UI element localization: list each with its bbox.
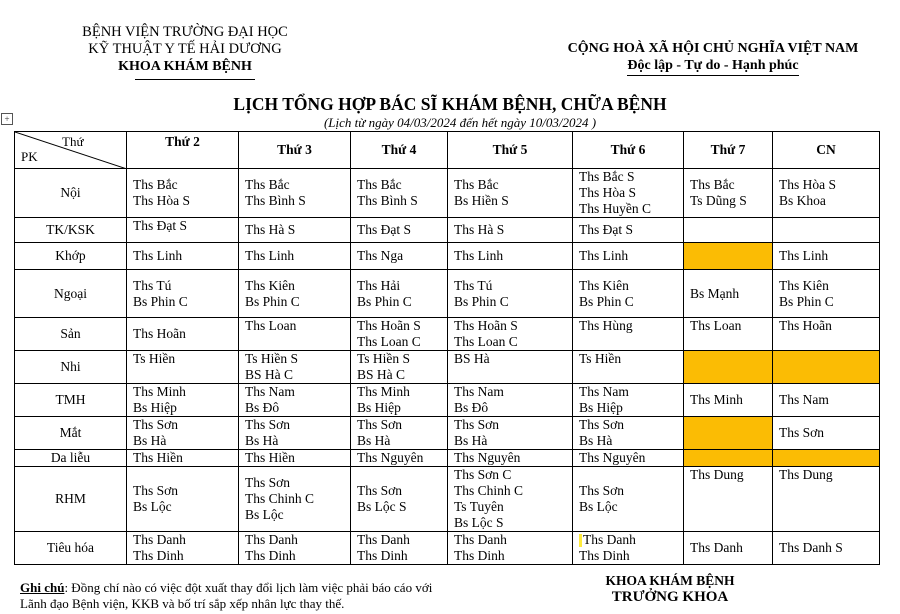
schedule-cell xyxy=(448,384,573,417)
table-row xyxy=(15,450,880,467)
doctor-name: Bs Lộc xyxy=(579,499,618,514)
note-block xyxy=(20,580,460,612)
schedule-cell-highlighted xyxy=(773,351,880,384)
doctor-name: Ths Đạt S xyxy=(357,222,411,237)
doctor-name: Bs Đô xyxy=(245,400,280,415)
doctor-name xyxy=(579,532,677,548)
schedule-cell xyxy=(448,467,573,532)
schedule-cell xyxy=(239,450,351,467)
doctor-name: BS Hà C xyxy=(245,367,294,382)
hospital-name-line1: BỆNH VIỆN TRƯỜNG ĐẠI HỌC xyxy=(82,24,288,40)
schedule-cell xyxy=(351,351,448,384)
doctor-name: Ts Hiền xyxy=(579,351,622,366)
schedule-cell xyxy=(351,218,448,243)
schedule-cell xyxy=(573,351,684,384)
doctor-name: Bs Đô xyxy=(454,400,489,415)
schedule-cell xyxy=(448,270,573,318)
doctor-name: Ths Loan xyxy=(245,318,297,333)
department-name: KHOA KHÁM BỆNH xyxy=(118,59,252,74)
doctor-name: Ths Sơn xyxy=(779,425,825,440)
schedule-cell-highlighted xyxy=(773,450,880,467)
doctor-name: Ths Danh xyxy=(357,532,410,547)
hospital-name-line2: KỸ THUẬT Y TẾ HẢI DƯƠNG xyxy=(88,41,282,57)
doctor-name: Bs Mạnh xyxy=(690,285,740,301)
schedule-cell xyxy=(239,532,351,565)
national-motto: Độc lập - Tự do - Hạnh phúc xyxy=(627,57,798,76)
schedule-cell xyxy=(239,351,351,384)
schedule-cell xyxy=(684,532,773,565)
corner-header-cell xyxy=(15,132,127,169)
doctor-name: Ths Kiên xyxy=(579,277,629,293)
schedule-cell-highlighted xyxy=(684,450,773,467)
schedule-cell xyxy=(351,417,448,450)
schedule-cell xyxy=(448,450,573,467)
doctor-name: Ths Huyền C xyxy=(579,201,651,216)
doctor-name: Bs Lộc xyxy=(133,499,172,514)
doctor-name: Bs Lộc S xyxy=(357,499,407,514)
doctor-name: Ths Tú xyxy=(454,277,493,293)
schedule-cell xyxy=(351,450,448,467)
table-row xyxy=(15,467,880,532)
doctor-name: Ths Bắc xyxy=(357,177,402,192)
schedule-cell xyxy=(573,384,684,417)
doctor-name: Ths Chinh C xyxy=(454,483,524,498)
schedule-cell-highlighted xyxy=(684,243,773,270)
doctor-name: Ths Dinh xyxy=(357,548,408,563)
schedule-cell xyxy=(239,467,351,532)
schedule-cell xyxy=(773,243,880,270)
schedule-cell xyxy=(448,318,573,351)
doctor-name: Ths Chinh C xyxy=(245,491,315,506)
schedule-cell xyxy=(773,467,880,532)
schedule-cell xyxy=(573,270,684,318)
doctor-name: Ths Bắc S xyxy=(579,169,635,184)
doctor-name: Ths Hoãn S xyxy=(357,318,421,333)
doctor-name: Ths Sơn xyxy=(357,417,403,432)
doctor-name: Ths Hoãn xyxy=(133,326,186,341)
doctor-name: Ths Nam xyxy=(454,384,504,399)
schedule-cell xyxy=(351,384,448,417)
doctor-name: Ths Hòa S xyxy=(579,185,636,200)
schedule-cell xyxy=(127,169,239,218)
schedule-cell-highlighted xyxy=(684,351,773,384)
doctor-name: Ths Đạt S xyxy=(579,222,633,237)
doctor-name: Ths Loan C xyxy=(454,334,518,349)
doctor-name: Ths Minh xyxy=(357,384,410,399)
doctor-name: Bs Phin C xyxy=(579,293,634,309)
note-text: : Đồng chí nào có việc đột xuất thay đổi lịch làm việc phải báo cáo với Lãnh đạo Bệnh viện, KKB và bố trí sắp xếp nhân lực thay thế. xyxy=(20,580,433,611)
doctor-name: Ths Kiên xyxy=(245,277,295,293)
doctor-name: Ths Nguyên xyxy=(357,450,424,465)
document-subtitle: (Lịch từ ngày 04/03/2024 đến hết ngày 10/03/2024 ) xyxy=(323,115,597,130)
room-name-cell: Ngoại xyxy=(15,270,127,318)
schedule-cell xyxy=(773,169,880,218)
schedule-cell xyxy=(684,318,773,351)
schedule-cell xyxy=(773,218,880,243)
schedule-cell xyxy=(127,270,239,318)
doctor-name: Ths Danh xyxy=(245,532,298,547)
doctor-name: Ths Hiền xyxy=(133,450,183,465)
doctor-name: Bs Hiệp xyxy=(579,400,623,415)
doctor-name: Bs Hà xyxy=(357,433,391,448)
doctor-name: Ths Linh xyxy=(779,248,829,263)
doctor-name: Ts Hiền xyxy=(133,351,176,366)
schedule-cell xyxy=(448,243,573,270)
doctor-name: Ths Minh xyxy=(133,384,186,399)
table-row xyxy=(15,318,880,351)
day-header: Thứ 7 xyxy=(684,132,773,169)
schedule-cell xyxy=(239,169,351,218)
day-header: Thứ 6 xyxy=(573,132,684,169)
doctor-name: Ths Hiền xyxy=(245,450,295,465)
doctor-name: Bs Khoa xyxy=(779,193,826,208)
text-cursor-highlight xyxy=(579,534,582,547)
schedule-cell xyxy=(573,532,684,565)
doctor-name: Bs Phin C xyxy=(779,293,834,309)
table-row xyxy=(15,169,880,218)
doctor-name: Ths Sơn xyxy=(454,417,500,432)
schedule-cell-highlighted xyxy=(684,417,773,450)
table-header-row xyxy=(15,132,880,169)
schedule-cell xyxy=(684,384,773,417)
doctor-name: Ths Linh xyxy=(454,248,504,263)
schedule-cell xyxy=(127,351,239,384)
doctor-name: Ths Nam xyxy=(779,392,829,407)
schedule-cell xyxy=(127,218,239,243)
schedule-cell xyxy=(773,417,880,450)
room-name-cell: Sản xyxy=(15,318,127,351)
doctor-name: Ths Sơn xyxy=(133,417,179,432)
doctor-name: Ths Linh xyxy=(133,248,183,263)
doctor-name: Ths Sơn xyxy=(133,483,179,498)
table-row xyxy=(15,243,880,270)
doctor-name: Ths Nam xyxy=(245,384,295,399)
doctor-name: Ths Linh xyxy=(579,248,629,263)
schedule-cell xyxy=(684,169,773,218)
schedule-cell xyxy=(127,417,239,450)
schedule-cell xyxy=(684,270,773,318)
doctor-name: Bs Hiệp xyxy=(133,400,177,415)
national-header xyxy=(548,40,878,76)
doctor-name: Ths Hoãn xyxy=(779,318,832,333)
header-underline xyxy=(135,79,255,80)
doctor-name: Ths Sơn xyxy=(579,483,625,498)
doctor-name: Ths Hòa S xyxy=(133,193,190,208)
schedule-cell xyxy=(127,467,239,532)
schedule-body xyxy=(15,169,880,565)
doctor-name: Ts Dũng S xyxy=(690,193,747,208)
corner-label-day: Thứ xyxy=(62,134,84,149)
schedule-cell xyxy=(351,532,448,565)
signature-block xyxy=(560,572,780,606)
doctor-name: Ths Bình S xyxy=(245,193,306,208)
room-name-cell: TMH xyxy=(15,384,127,417)
doctor-name: Bs Hà xyxy=(579,433,613,448)
doctor-name: Bs Hiền S xyxy=(454,193,509,208)
hospital-header xyxy=(60,24,310,75)
doctor-name: Ths Dinh xyxy=(579,548,630,563)
schedule-cell xyxy=(573,169,684,218)
doctor-name: Ths Hoãn S xyxy=(454,318,518,333)
doctor-name: Ths Hải xyxy=(357,277,401,293)
doctor-name: Ths Linh xyxy=(245,248,295,263)
doctor-name: Ts Hiền S xyxy=(245,351,299,366)
table-row xyxy=(15,270,880,318)
doctor-name: Ths Dinh xyxy=(454,548,505,563)
doctor-name: Bs Hà xyxy=(133,433,167,448)
room-name-cell: Da liễu xyxy=(15,450,127,467)
room-name-cell: TK/KSK xyxy=(15,218,127,243)
day-header: Thứ 4 xyxy=(351,132,448,169)
schedule-cell xyxy=(351,318,448,351)
doctor-name: BS Hà C xyxy=(357,367,406,382)
room-name-cell: RHM xyxy=(15,467,127,532)
schedule-cell xyxy=(684,467,773,532)
doctor-name: Ths Bắc xyxy=(690,177,735,192)
doctor-name: Ths Bắc xyxy=(245,177,290,192)
doctor-name: Bs Lộc S xyxy=(454,515,504,530)
table-row xyxy=(15,532,880,565)
doctor-name: Bs Phin C xyxy=(454,293,509,309)
schedule-cell xyxy=(351,243,448,270)
schedule-cell xyxy=(127,243,239,270)
day-header: Thứ 3 xyxy=(239,132,351,169)
doctor-name: Ths Hà S xyxy=(454,222,505,237)
schedule-cell xyxy=(448,417,573,450)
doctor-name: Ts Hiền S xyxy=(357,351,411,366)
doctor-name: Ths Danh xyxy=(133,532,186,547)
doctor-name: Ths Sơn C xyxy=(454,467,512,482)
table-row xyxy=(15,384,880,417)
signature-department: KHOA KHÁM BỆNH xyxy=(605,573,735,588)
doctor-name: Ths Dung xyxy=(779,467,833,482)
doctor-name: Ths Tú xyxy=(133,277,172,293)
schedule-cell xyxy=(239,270,351,318)
schedule-cell xyxy=(127,318,239,351)
doctor-name: Ths Bình S xyxy=(357,193,418,208)
schedule-cell xyxy=(351,169,448,218)
doctor-name: Ths Hà S xyxy=(245,222,296,237)
table-row xyxy=(15,218,880,243)
doctor-name: Bs Phin C xyxy=(245,293,300,309)
doctor-name: Ths Sơn xyxy=(579,417,625,432)
schedule-cell xyxy=(773,532,880,565)
schedule-cell xyxy=(127,450,239,467)
schedule-cell xyxy=(773,318,880,351)
doctor-name: Ths Danh xyxy=(690,540,743,555)
doctor-name: Bs Lộc xyxy=(245,507,284,522)
schedule-cell xyxy=(239,417,351,450)
doctor-name: Bs Hà xyxy=(454,433,488,448)
schedule-cell xyxy=(127,532,239,565)
schedule-cell xyxy=(573,218,684,243)
schedule-cell xyxy=(448,532,573,565)
doctor-name: BS Hà xyxy=(454,351,490,366)
doctor-name: Ths Minh xyxy=(690,392,743,407)
room-name-cell: Mắt xyxy=(15,417,127,450)
national-title: CỘNG HOÀ XÃ HỘI CHỦ NGHĨA VIỆT NAM xyxy=(567,41,859,56)
doctor-name: Ths Dung xyxy=(690,467,744,482)
schedule-table xyxy=(14,131,880,565)
doctor-name: Ths Nguyên xyxy=(454,450,521,465)
doctor-name: Ths Dinh xyxy=(133,548,184,563)
day-header: Thứ 5 xyxy=(448,132,573,169)
schedule-cell xyxy=(573,243,684,270)
doctor-name: Ths Hùng xyxy=(579,318,633,333)
doctor-name: Ths Loan C xyxy=(357,334,421,349)
schedule-cell xyxy=(573,318,684,351)
doctor-name: Ths Nguyên xyxy=(579,450,646,465)
schedule-cell xyxy=(448,169,573,218)
table-row xyxy=(15,417,880,450)
corner-label-room: PK xyxy=(21,149,38,164)
doctor-name: Ths Danh S xyxy=(779,540,843,555)
doctor-name: Ths Nga xyxy=(357,248,404,263)
note-label: Ghi chú xyxy=(20,580,65,595)
schedule-cell xyxy=(573,467,684,532)
doctor-name: Ths Nam xyxy=(579,384,629,399)
doctor-name: Bs Phin C xyxy=(133,293,188,309)
schedule-cell xyxy=(448,218,573,243)
doctor-name: Bs Hiệp xyxy=(357,400,401,415)
doctor-name: Ths Kiên xyxy=(779,277,829,293)
schedule-cell xyxy=(351,467,448,532)
day-header: CN xyxy=(773,132,880,169)
doctor-name: Ths Sơn xyxy=(245,475,291,490)
schedule-cell xyxy=(573,450,684,467)
schedule-cell xyxy=(773,270,880,318)
doctor-name: Bs Phin C xyxy=(357,293,412,309)
room-name-cell: Khớp xyxy=(15,243,127,270)
schedule-cell xyxy=(239,318,351,351)
doctor-name: Bs Hà xyxy=(245,433,279,448)
doctor-name: Ths Danh xyxy=(454,532,507,547)
table-row xyxy=(15,351,880,384)
room-name-cell: Tiêu hóa xyxy=(15,532,127,565)
schedule-cell xyxy=(573,417,684,450)
doctor-name: Ths Dinh xyxy=(245,548,296,563)
doctor-name: Ths Bắc xyxy=(454,177,499,192)
schedule-cell xyxy=(351,270,448,318)
schedule-cell xyxy=(684,218,773,243)
room-name-cell: Nhi xyxy=(15,351,127,384)
doctor-name: Ts Tuyên xyxy=(454,499,504,514)
schedule-cell xyxy=(239,218,351,243)
day-header: Thứ 2 xyxy=(127,132,239,169)
schedule-cell xyxy=(448,351,573,384)
schedule-cell xyxy=(773,384,880,417)
schedule-cell xyxy=(239,384,351,417)
signature-title: TRƯỞNG KHOA xyxy=(611,589,729,605)
doctor-name: Ths Sơn xyxy=(357,483,403,498)
doctor-name: Ths Bắc xyxy=(133,177,178,192)
room-name-cell: Nội xyxy=(15,169,127,218)
schedule-cell xyxy=(127,384,239,417)
document-title: LỊCH TỔNG HỢP BÁC SĨ KHÁM BỆNH, CHỮA BỆNH xyxy=(233,94,667,114)
doctor-name: Ths Đạt S xyxy=(133,218,187,233)
doctor-name-text: Ths Danh xyxy=(583,532,636,547)
schedule-cell xyxy=(239,243,351,270)
doctor-name: Ths Sơn xyxy=(245,417,291,432)
doctor-name: Ths Hòa S xyxy=(779,177,836,192)
doctor-name: Ths Loan xyxy=(690,318,742,333)
table-move-handle-icon[interactable]: + xyxy=(1,113,13,125)
